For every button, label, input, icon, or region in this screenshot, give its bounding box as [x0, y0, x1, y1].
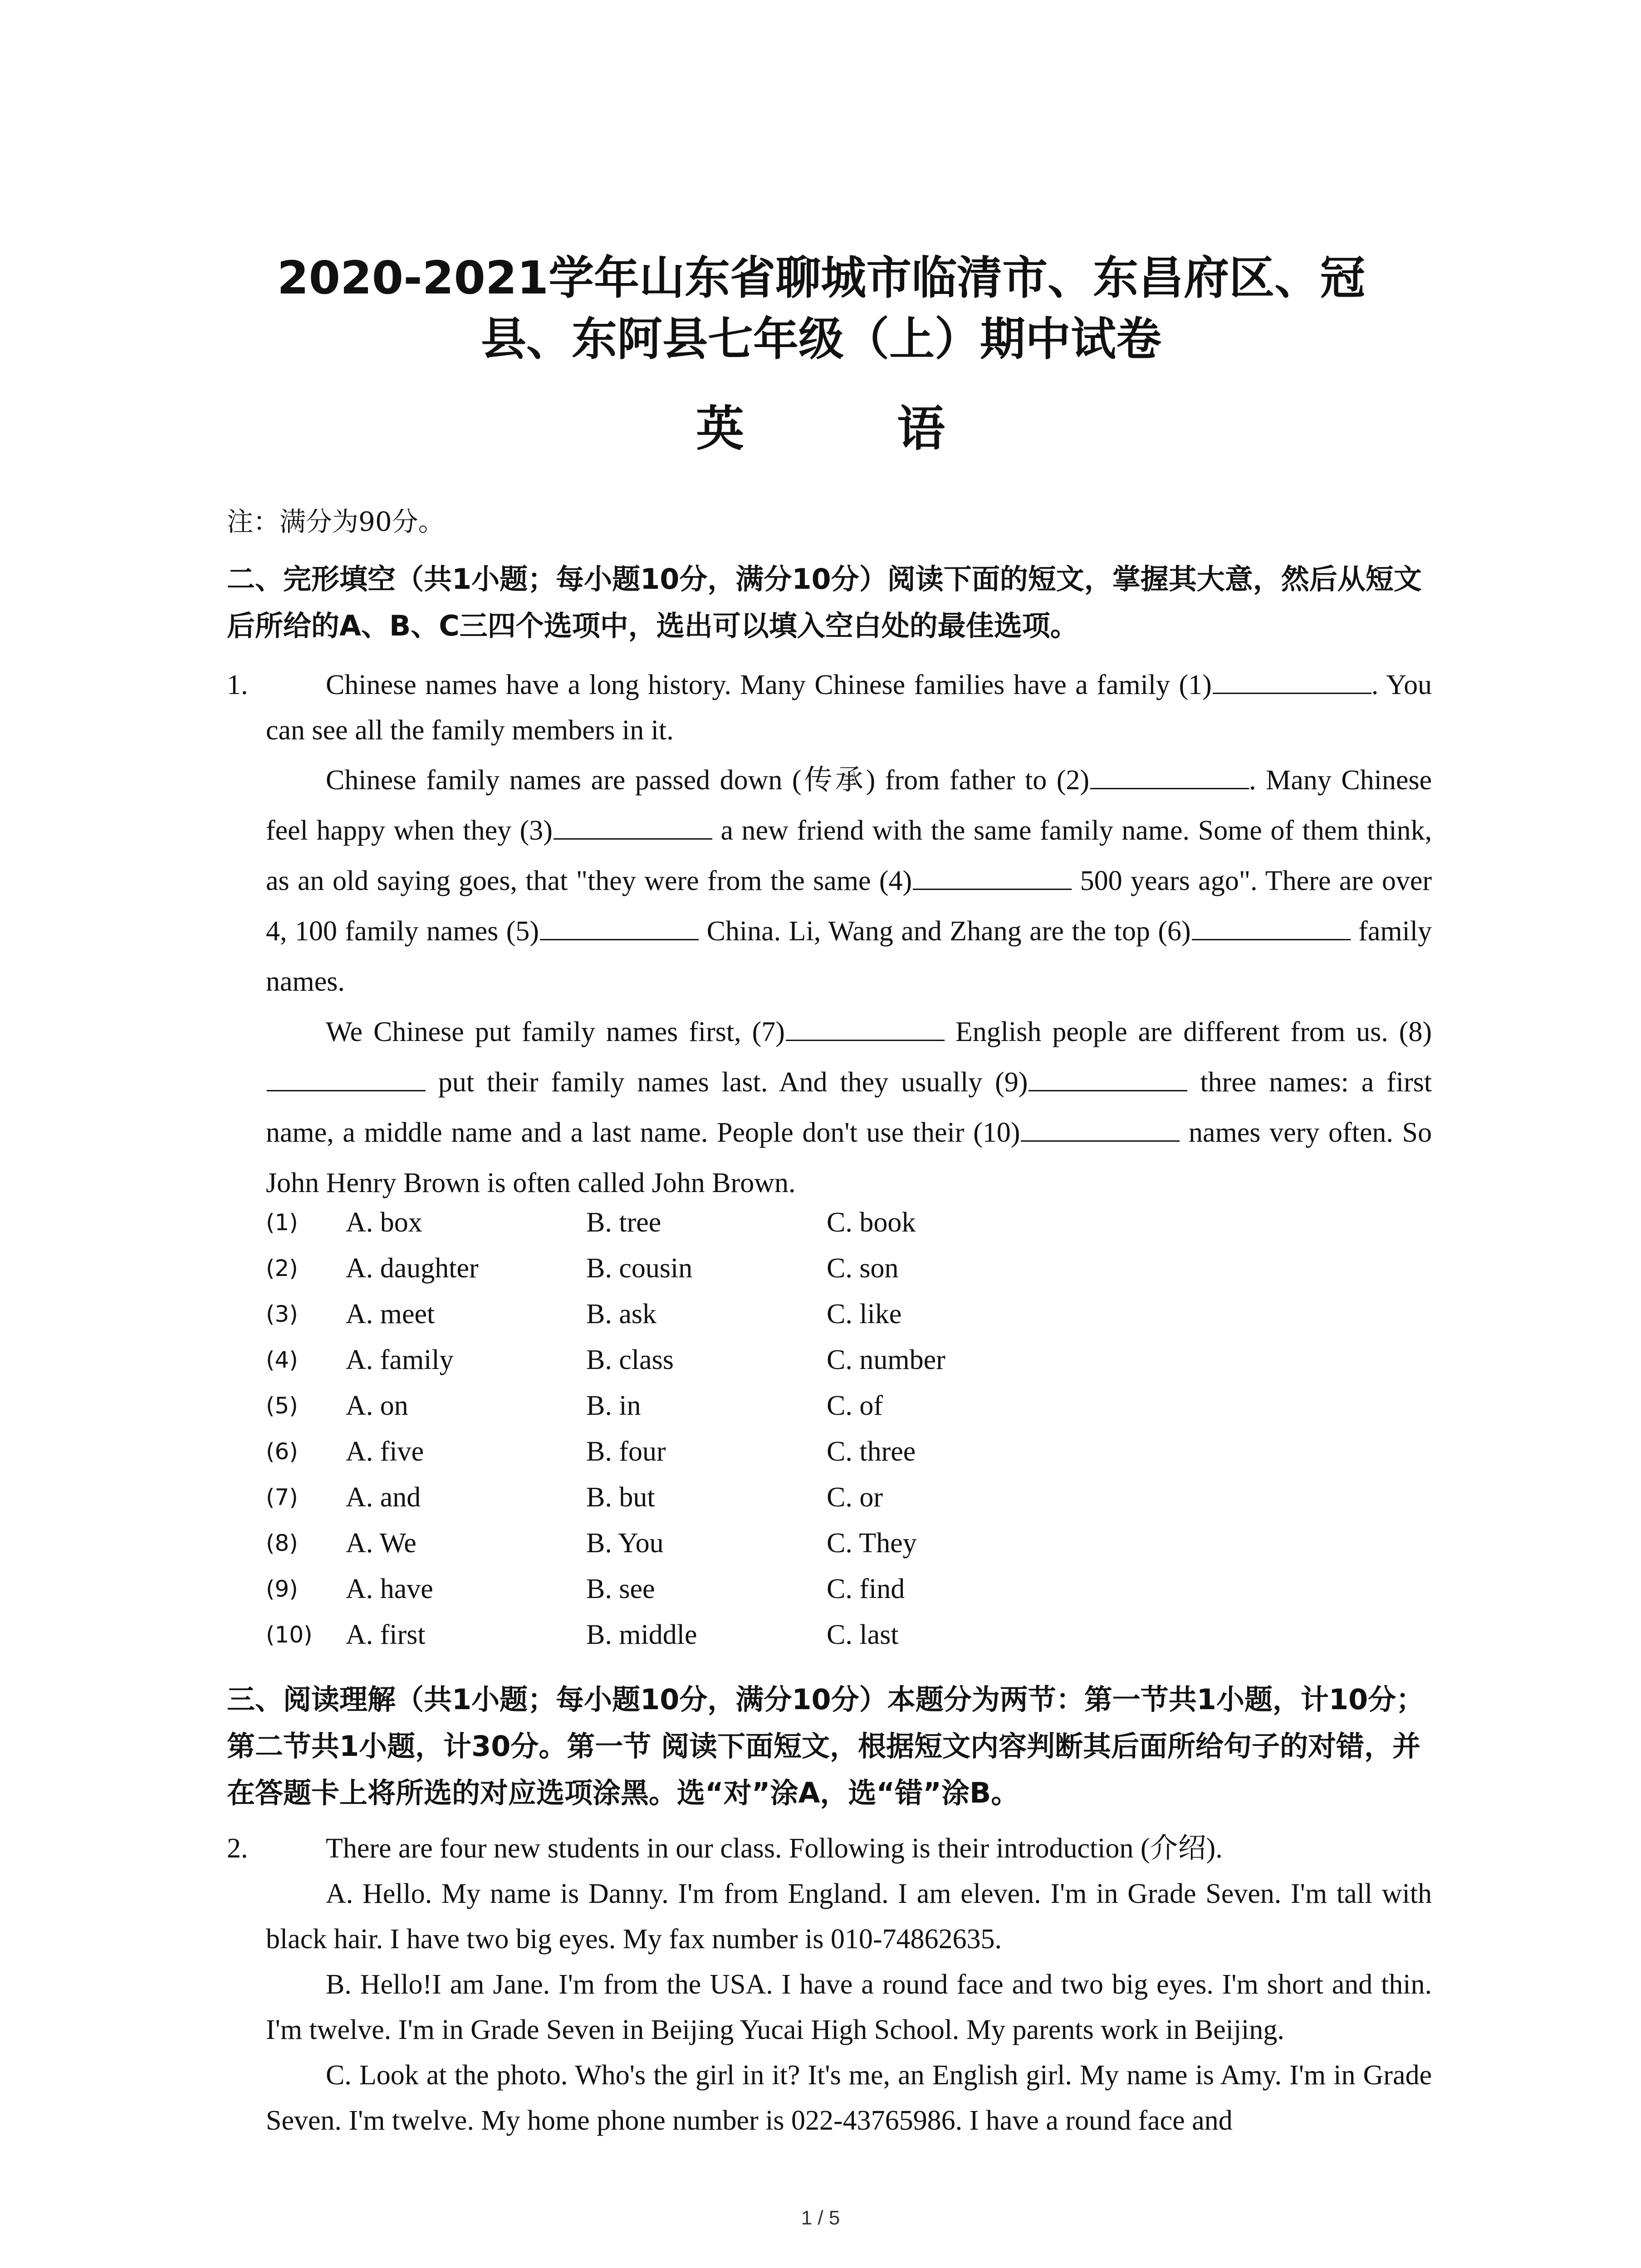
title-line-2: 县、东阿县七年级（上）期中试卷 [481, 313, 1161, 366]
subject-heading: 英 语 [696, 400, 1013, 457]
blank-8 [267, 1067, 426, 1091]
reading-paragraph-b: B. Hello!I am Jane. I'm from the USA. I have a round face and two big eyes. I'm short and thin. I'm twelve. I'm in Grade Seven in Beijing Yucai High School. My parents work in Beijing. [266, 1969, 1432, 2045]
passage-paragraph-1: Chinese names have a long history. Many Chinese families have a family (1) . You can see all the family members in it. [266, 670, 1432, 746]
blank-10 [1021, 1118, 1180, 1142]
option-row: (10) A. first B. middle C. last [266, 1619, 899, 1650]
blank-2 [1090, 765, 1249, 789]
reading-paragraph-c: C. Look at the photo. Who's the girl in it? It's me, an English girl. My name is Amy. I'm in Grade Seven. I'm twelve. My home phone number is 022-43765986. I have a round face and [266, 2060, 1432, 2136]
reading-intro: There are four new students in our class. Following is their introduction (介绍). [326, 1833, 1223, 1864]
blank-4 [913, 866, 1072, 890]
blank-9 [1029, 1067, 1187, 1091]
section-2-heading: 二、完形填空（共1小题；每小题10分，满分10分）阅读下面的短文，掌握其大意，然后从短文后所给的A、B、C三四个选项中，选出可以填入空白处的最佳选项。 [227, 562, 1422, 642]
question-2-number: 2. [227, 1833, 248, 1864]
options-list [266, 1200, 1219, 1658]
question-1-number: 1. [227, 670, 248, 700]
option-row: (6) A. five B. four C. three [266, 1436, 916, 1467]
option-row: (2) A. daughter B. cousin C. son [266, 1253, 899, 1284]
blank-3 [554, 816, 712, 840]
title-line-1: 2020-2021学年山东省聊城市临清市、东昌府区、冠 [277, 251, 1366, 304]
reading-passage [266, 1826, 1432, 2143]
passage-paragraph-2: Chinese family names are passed down (传承) from father to (2) . Many Chinese feel happy when they (3) a new friend with the same family name. Some of them think, as an old saying goes, that "they were from the same (4) 500 years ago". There are over 4, 100 family names (5) China. Li, Wang and Zhang are the top (6) family names. [266, 765, 1432, 997]
option-row: (3) A. meet B. ask C. like [266, 1299, 902, 1330]
blank-6 [1192, 916, 1351, 940]
option-row: (9) A. have B. see C. find [266, 1574, 905, 1604]
option-row: (1) A. box B. tree C. book [266, 1207, 916, 1238]
blank-7 [786, 1017, 945, 1041]
option-row: (5) A. on B. in C. of [266, 1390, 883, 1421]
section-3-heading: 三、阅读理解（共1小题；每小题10分，满分10分）本题分为两节：第一节共1小题，计10分；第二节共1小题，计30分。第一节 阅读下面短文，根据短文内容判断其后面所给句子的对错，并在答题卡上将所选的对应选项涂黑。选“对”涂A，选“错”涂B。 [227, 1683, 1425, 1809]
score-note: 注：满分为90分。 [227, 506, 445, 537]
blank-1 [1213, 670, 1372, 694]
option-row: (8) A. We B. You C. They [266, 1528, 917, 1559]
page-number: 1 / 5 [801, 2207, 840, 2229]
reading-paragraph-a: A. Hello. My name is Danny. I'm from England. I am eleven. I'm in Grade Seven. I'm tall with black hair. I have two big eyes. My fax number is 010-74862635. [266, 1878, 1432, 1955]
blank-5 [540, 916, 699, 940]
option-row: (4) A. family B. class C. number [266, 1344, 945, 1375]
passage-paragraph-3: We Chinese put family names first, (7) English people are different from us. (8) put their family names last. And they usually (9) three names: a first name, a middle name and a last name. People don't use their (10) names very often. So John Henry Brown is often called John Brown. [266, 1017, 1432, 1198]
exam-title [218, 247, 1425, 370]
option-row: (7) A. and B. but C. or [266, 1482, 883, 1513]
